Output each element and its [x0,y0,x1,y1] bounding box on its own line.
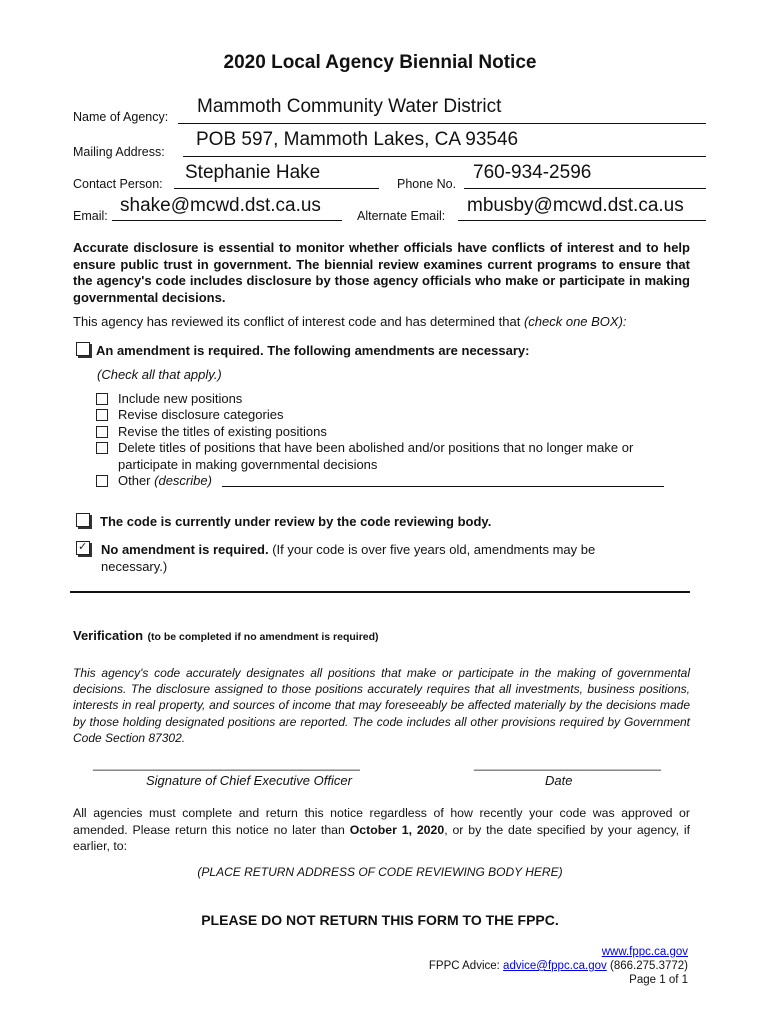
mailing-field[interactable]: POB 597, Mammoth Lakes, CA 93546 [196,129,519,150]
signature-label: Signature of Chief Executive Officer [146,773,352,788]
delete-titles-label-cont: participate in making governmental decisions [118,457,378,472]
include-new-positions-checkbox[interactable] [96,393,108,405]
mailing-underline [183,156,706,157]
no-amendment-line [101,542,595,557]
no-amendment-note: (If your code is over five years old, amendments may be [272,542,596,557]
revise-titles-checkbox[interactable] [96,426,108,438]
return-instructions-end: , or by the date specified by your agency, if earlier, to: [73,822,690,853]
reviewed-statement [73,314,627,329]
signature-line[interactable]: ________________________________________ [93,757,360,771]
verification-note: (to be completed if no amendment is required) [147,631,379,643]
other-describe-field[interactable] [222,486,664,487]
page-number: Page 1 of 1 [629,974,688,986]
amendment-required-label: An amendment is required. The following amendments are necessary: [96,343,530,358]
delete-titles-label: Delete titles of positions that have been abolished and/or positions that no longer make or [118,440,634,455]
checkmark-icon: ✓ [78,541,88,553]
page-title: 2020 Local Agency Biennial Notice [223,52,537,73]
return-instructions [73,805,690,855]
section-divider [70,591,690,593]
contact-label: Contact Person: [73,177,163,191]
other-checkbox[interactable] [96,475,108,487]
amendment-required-checkbox[interactable] [76,342,90,356]
return-deadline: October 1, 2020 [349,822,445,837]
agency-underline [178,123,706,124]
revise-disclosure-label: Revise disclosure categories [118,407,284,422]
date-line[interactable]: ____________________________ [474,757,661,771]
other-hint: (describe) [154,473,212,488]
contact-field[interactable]: Stephanie Hake [185,162,321,183]
reviewed-hint: (check one BOX): [523,314,627,329]
agency-label: Name of Agency: [73,110,169,124]
verification-heading-line [73,627,379,645]
advice-phone: (866.275.3772) [609,960,688,972]
return-address-placeholder: (PLACE RETURN ADDRESS OF CODE REVIEWING BODY HERE) [197,865,563,879]
other-text: Other [118,473,151,488]
phone-underline [464,188,706,189]
email-underline [112,220,342,221]
email-field[interactable]: shake@mcwd.dst.ca.us [120,195,321,216]
alt-email-underline [458,220,706,221]
other-label [118,473,212,488]
agency-field[interactable]: Mammoth Community Water District [197,96,502,117]
revise-titles-label: Revise the titles of existing positions [118,424,327,439]
under-review-checkbox[interactable] [76,513,90,527]
mailing-label: Mailing Address: [73,145,165,159]
verification-body: This agency's code accurately designates all positions that make or participate in the making of governmental decisions. The disclosure assigned to those positions accurately requires that all investments, business positions, interests in real property, and sources of income that may foreseeably be affected materially by the decisions made by those holding designated positions are reported. The code includes all other provisions required by Government Code Section 87302. [73,666,690,745]
alt-email-field[interactable]: mbusby@mcwd.dst.ca.us [467,195,684,216]
email-label: Email: [73,209,108,223]
verification-heading: Verification [73,628,144,643]
no-amendment-note-cont: necessary.) [101,559,168,574]
advice-email-link[interactable]: advice@fppc.ca.gov [503,960,607,972]
phone-label: Phone No. [397,177,457,191]
no-amendment-label: No amendment is required. [101,542,269,557]
check-all-hint: (Check all that apply.) [97,367,222,382]
advice-label: FPPC Advice: [428,960,500,972]
reviewed-text: This agency has reviewed its conflict of interest code and has determined that [73,314,521,329]
contact-underline [174,188,379,189]
do-not-return-warning: PLEASE DO NOT RETURN THIS FORM TO THE FPPC. [201,912,559,928]
no-amendment-checkbox[interactable] [76,541,90,555]
return-instructions-start: All agencies must complete and return this notice regardless of how recently your code was approved or amended. Please return this notice no later than [73,806,690,837]
delete-titles-checkbox[interactable] [96,442,108,454]
revise-disclosure-checkbox[interactable] [96,409,108,421]
fppc-website-link[interactable] [602,946,688,958]
date-label: Date [545,773,573,788]
disclosure-paragraph: Accurate disclosure is essential to monitor whether officials have conflicts of interest and to help ensure public trust in government. The biennial review examines current programs to ensure that the agency's code includes disclosure by those agency officials who make or participate in making governmental decisions. [73,240,690,305]
fppc-website[interactable]: www.fppc.ca.gov [601,946,688,958]
phone-field[interactable]: 760-934-2596 [473,162,592,183]
alt-email-label: Alternate Email: [357,209,446,223]
fppc-advice-line [429,960,688,972]
include-new-positions-label: Include new positions [118,391,243,406]
under-review-label: The code is currently under review by the code reviewing body. [100,514,492,529]
